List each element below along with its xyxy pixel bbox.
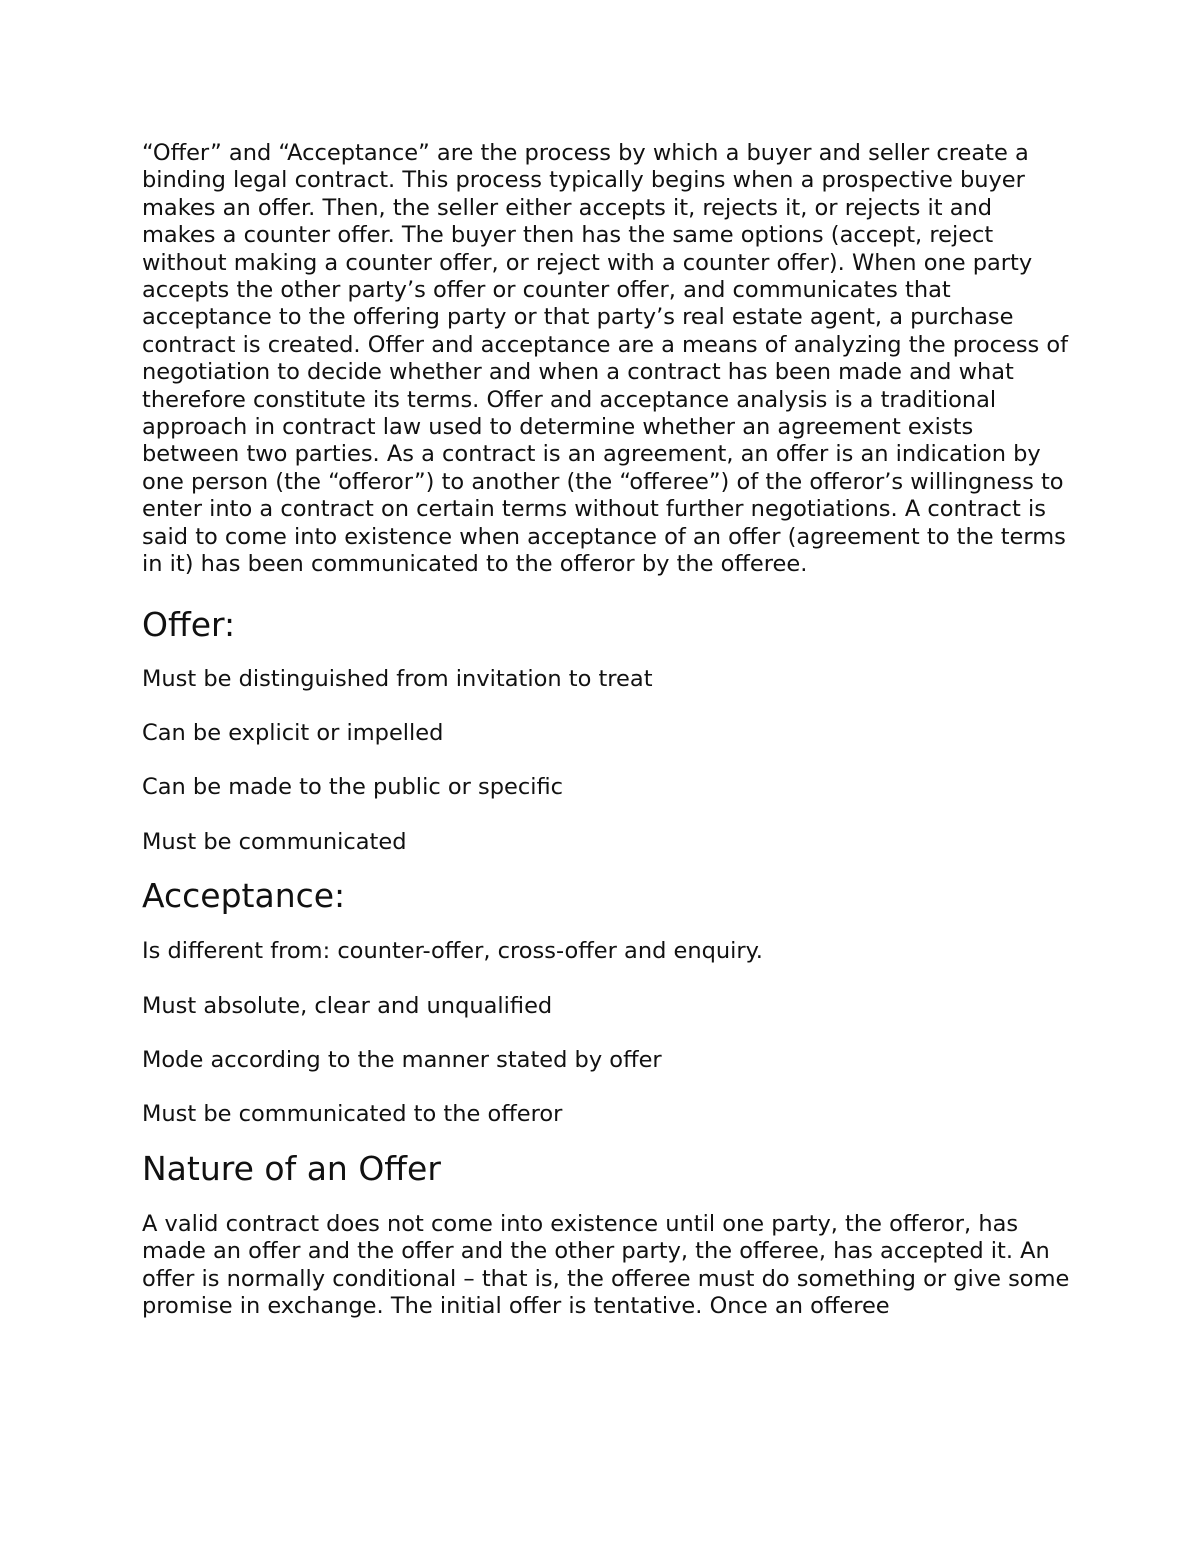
- acceptance-heading: Acceptance:: [142, 876, 346, 916]
- list-item: Must be distinguished from invitation to treat: [142, 665, 653, 692]
- offer-list: [142, 666, 1072, 857]
- list-item: Can be explicit or impelled: [142, 719, 444, 746]
- list-item: Must absolute, clear and unqualified: [142, 992, 553, 1019]
- acceptance-list: [142, 938, 1072, 1129]
- list-item: Is different from: counter-offer, cross-offer and enquiry.: [142, 938, 763, 965]
- nature-heading: Nature of an Offer: [142, 1148, 441, 1188]
- list-item: Mode according to the manner stated by offer: [142, 1046, 662, 1073]
- document-page: [142, 140, 1072, 1320]
- intro-paragraph: “Offer” and “Acceptance” are the process by which a buyer and seller create a binding legal contract. This process typically begins when a prospective buyer makes an offer. Then, the seller either accepts it, rejects it, or rejects it and makes a counter offer. The buyer then has the same options (accept, reject without making a counter offer, or reject with a counter offer). When one party accepts the other party’s offer or counter offer, and communicates that acceptance to the offering party or that party’s real estate agent, a purchase contract is created. Offer and acceptance are a means of analyzing the process of negotiation to decide whether and when a contract has been made and what therefore constitute its terms. Offer and acceptance analysis is a traditional approach in contract law used to determine whether an agreement exists between two parties. As a contract is an agreement, an offer is an indication by one person (the “offeror”) to another (the “offeree”) of the offeror’s willingness to enter into a contract on certain terms without further negotiations. A contract is said to come into existence when acceptance of an offer (agreement to the terms in it) has been communicated to the offeror by the offeree.: [142, 140, 1069, 578]
- nature-paragraph: A valid contract does not come into existence until one party, the offeror, has made an offer and the offer and the other party, the offeree, has accepted it. An offer is normally conditional – that is, the offeree must do something or give some promise in exchange. The initial offer is tentative. Once an offeree: [142, 1210, 1070, 1319]
- offer-heading: Offer:: [142, 604, 236, 644]
- list-item: Must be communicated to the offeror: [142, 1101, 563, 1128]
- list-item: Must be communicated: [142, 828, 407, 855]
- list-item: Can be made to the public or specific: [142, 774, 564, 801]
